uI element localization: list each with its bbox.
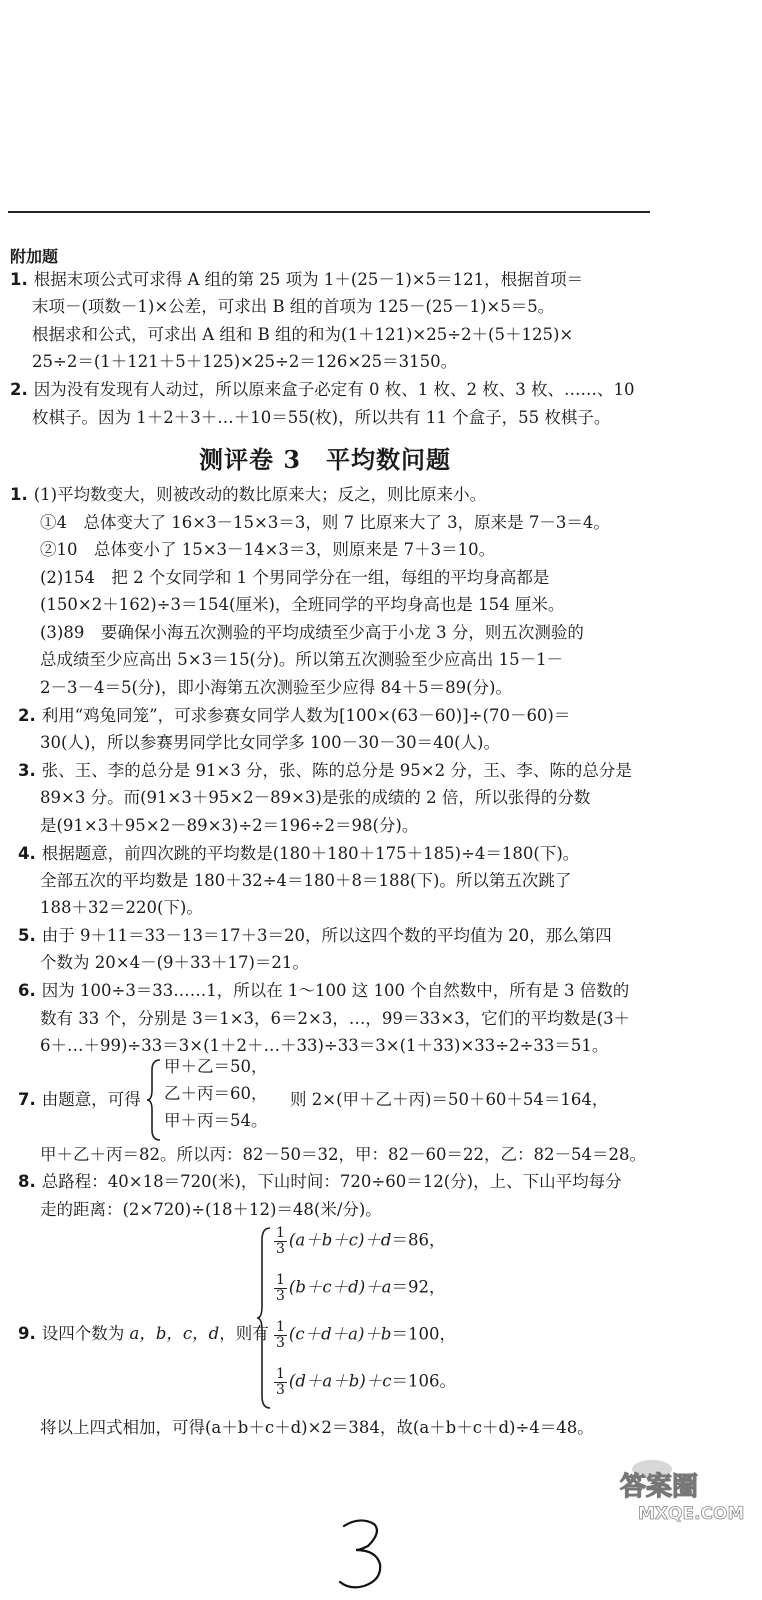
t3-q4-line-3: 188＋32＝220(下)。 [40, 898, 203, 917]
q9-eq-1: $\frac{1}{3}$ (a＋b＋c)＋d＝86， [276, 1225, 446, 1257]
t3-q6-line-1: 6. 因为 100÷3＝33……1，所以在 1～100 这 100 个自然数中，所有是 3 倍数的 [18, 981, 630, 1000]
svg-text:3: 3 [330, 1512, 331, 1513]
question-number: 8. [18, 1172, 36, 1191]
extra-q1-line-4: 25÷2＝(1＋121＋5＋125)×25÷2＝126×25＝3150。 [32, 352, 458, 371]
q7-eq-1: 甲＋乙＝50， [164, 1057, 268, 1076]
question-number: 1. [10, 270, 28, 289]
fraction-one-third: $\frac{1}{3}$ [276, 1366, 285, 1398]
svg-text:答案圈: 答案圈 [620, 1472, 699, 1502]
t3-q4-line-2: 全部五次的平均数是 180＋32÷4＝180＋8＝188(下)。所以第五次跳了 [40, 871, 572, 890]
question-number: 2. [10, 380, 28, 399]
t3-q5-line-2: 个数为 20×4－(9＋33＋17)＝21。 [40, 953, 309, 972]
q7-tail: 则 2×(甲＋乙＋丙)＝50＋60＋54＝164， [290, 1090, 609, 1109]
t3-q1-line-6: (3)89 要确保小海五次测验的平均成绩至少高于小龙 3 分，则五次测验的 [40, 623, 584, 642]
extra-q1-line-3: 根据求和公式，可求出 A 组和 B 组的和为(1＋121)×25÷2＋(5＋125)× [32, 325, 574, 344]
question-number: 4. [18, 844, 36, 863]
t3-q5-line-1: 5. 由于 9＋11＝33－13＝17＋3＝20，所以这四个数的平均值为 20，那么第四 [18, 926, 612, 945]
q7-after: 甲＋乙＋丙＝82。所以丙：82－50＝32，甲：82－60＝22，乙：82－54＝28。 [40, 1145, 646, 1164]
t3-q8-line-1: 8. 总路程：40×18＝720(米)，下山时间：720÷60＝12(分)，上、下山平均每分 [18, 1172, 622, 1191]
section-extra-title: 附加题 [10, 247, 59, 266]
t3-q6-line-3: 6＋…＋99)÷33＝3×(1＋2＋…＋33)÷33＝3×(1＋33)×33÷2÷33＝51。 [40, 1036, 609, 1055]
t3-q1-line-3: ②10 总体变小了 15×3－14×3＝3，则原来是 7＋3＝10。 [40, 540, 496, 559]
question-number: 1. [10, 485, 28, 504]
fraction-one-third: $\frac{1}{3}$ [276, 1319, 285, 1351]
fraction-one-third: $\frac{1}{3}$ [276, 1225, 285, 1257]
question-number: 9. [18, 1324, 36, 1343]
t3-q1-line-5: (150×2＋162)÷3＝154(厘米)，全班同学的平均身高也是 154 厘米。 [40, 595, 565, 614]
t3-q1-line-4: (2)154 把 2 个女同学和 1 个男同学分在一组，每组的平均身高都是 [40, 568, 550, 587]
t3-q1-line-7: 总成绩至少应高出 5×3＝15(分)。所以第五次测验至少应高出 15－1－ [40, 650, 564, 669]
t3-q3-line-1: 3. 张、王、李的总分是 91×3 分，张、陈的总分是 95×2 分，王、李、陈的总分是 [18, 761, 632, 780]
q7-eq-3: 甲＋丙＝54。 [164, 1111, 268, 1130]
q9-conclusion: 将以上四式相加，可得(a＋b＋c＋d)×2＝384，故(a＋b＋c＋d)÷4＝48。 [40, 1418, 594, 1437]
q7-brace-icon [146, 1058, 162, 1142]
t3-q7-lead: 7. 由题意，可得 [18, 1090, 141, 1109]
t3-q8-line-2: 走的距离：(2×720)÷(18＋12)＝48(米/分)。 [40, 1200, 382, 1219]
q9-eq-2: $\frac{1}{3}$ (b＋c＋d)＋a＝92， [276, 1272, 446, 1304]
question-number: 5. [18, 926, 36, 945]
test3-title: 测评卷 3 平均数问题 [198, 445, 452, 474]
t3-q2-line-2: 30(人)，所以参赛男同学比女同学多 100－30－30＝40(人)。 [40, 733, 500, 752]
question-number: 2. [18, 706, 36, 725]
t3-q4-line-1: 4. 根据题意，前四次跳的平均数是(180＋180＋175＋185)÷4＝180(下)。 [18, 844, 580, 863]
extra-q1-line-1: 1. 根据末项公式可求得 A 组的第 25 项为 1＋(25－1)×5＝121，根据首项＝ [10, 270, 584, 289]
q9-eq-4: $\frac{1}{3}$ (d＋a＋b)＋c＝106。 [276, 1366, 456, 1398]
q7-eq-2: 乙＋丙＝60， [164, 1084, 268, 1103]
question-number: 3. [18, 761, 36, 780]
extra-q2-line-2: 枚棋子。因为 1＋2＋3＋…＋10＝55(枚)，所以共有 11 个盒子，55 枚棋子。 [32, 408, 611, 427]
t3-q1-line-2: ①4 总体变大了 16×3－15×3＝3，则 7 比原来大了 3，原来是 7－3＝4。 [40, 513, 610, 532]
fraction-one-third: $\frac{1}{3}$ [276, 1272, 285, 1304]
top-divider-line [8, 211, 650, 213]
q9-eq-3: $\frac{1}{3}$ (c＋d＋a)＋b＝100， [276, 1319, 456, 1351]
t3-q6-line-2: 数有 33 个，分别是 3＝1×3，6＝2×3，…，99＝33×3，它们的平均数是(3＋ [40, 1009, 631, 1028]
extra-q2-line-1: 2. 因为没有发现有人动过，所以原来盒子必定有 0 枚、1 枚、2 枚、3 枚、……、10 [10, 380, 635, 399]
svg-text:MXQE.COM: MXQE.COM [638, 1504, 745, 1524]
question-number: 6. [18, 981, 36, 1000]
t3-q9-lead: 9. 设四个数为 a，b，c，d，则有 [18, 1324, 269, 1343]
t3-q2-line-1: 2. 利用“鸡兔同笼”，可求参赛女同学人数为[100×(63－60)]÷(70－60)＝ [18, 706, 571, 725]
handwritten-page-number [330, 1512, 400, 1592]
q9-brace-icon [256, 1226, 272, 1410]
t3-q3-line-2: 89×3 分。而(91×3＋95×2－89×3)是张的成绩的 2 倍，所以张得的分数 [40, 788, 591, 807]
watermark-logo [612, 1455, 757, 1525]
extra-q1-line-2: 末项－(项数－1)×公差，可求出 B 组的首项为 125－(25－1)×5＝5。 [32, 297, 555, 316]
t3-q3-line-3: 是(91×3＋95×2－89×3)÷2＝196÷2＝98(分)。 [40, 816, 419, 835]
t3-q1-line-8: 2－3－4＝5(分)，即小海第五次测验至少应得 84＋5＝89(分)。 [40, 678, 512, 697]
t3-q1-line-1: 1. (1)平均数变大，则被改动的数比原来大；反之，则比原来小。 [10, 485, 487, 504]
question-number: 7. [18, 1090, 36, 1109]
